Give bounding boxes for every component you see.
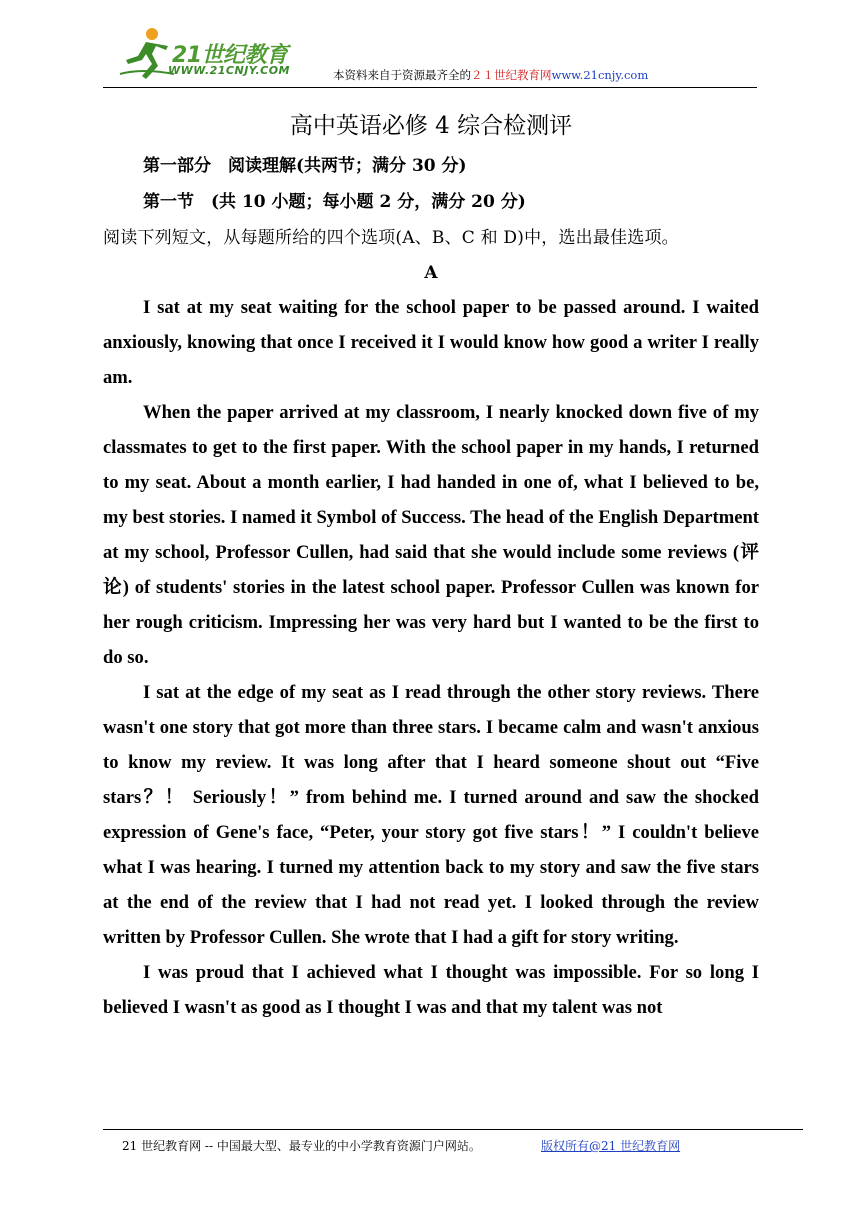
paragraph-1: I sat at my seat waiting for the school paper to be passed around. I waited anxiously, knowing that once I received it I would know how good a writer I really am. [103, 297, 759, 388]
header-note-site[interactable]: ２１世纪教育网 [471, 68, 552, 82]
section-heading: 第一节 (共 10 小题；每小题 2 分，满分 20 分) [143, 192, 526, 212]
header-divider [103, 87, 757, 88]
instructions: 阅读下列短文，从每题所给的四个选项(A、B、C 和 D)中，选出最佳选项。 [103, 228, 679, 248]
page-title: 高中英语必修 4 综合检测评 [289, 113, 573, 139]
footer-divider [103, 1129, 803, 1130]
header-note-prefix: 本资料来自于资源最齐全的 [333, 68, 471, 82]
passage-label: A [424, 263, 438, 283]
document-body [103, 96, 759, 1025]
logo-url: WWW.21CNJY.COM [168, 64, 290, 77]
page-header [0, 0, 860, 90]
footer-copyright-link[interactable]: 版权所有@21 世纪教育网 [541, 1139, 681, 1153]
paragraph-4: I was proud that I achieved what I thought was impossible. For so long I believed I wasn't as good as I thought I was and that my talent was not [103, 962, 759, 1018]
header-note-url[interactable]: www.21cnjy.com [551, 68, 649, 82]
paragraph-3: I sat at the edge of my seat as I read through the other story reviews. There wasn't one story that got more than three stars. I became calm and wasn't anxious to know my review. It was long after that I heard someone shout out “Five stars？！ Seriously！” from behind me. I turned around and saw the shocked expression of Gene's face, “Peter, your story got five stars！” I couldn't believe what I was hearing. I turned my attention back to my story and saw the five stars at the end of the review that I had not read yet. I looked through the review written by Professor Cullen. She wrote that I had a gift for story writing. [103, 682, 759, 948]
site-logo[interactable] [112, 24, 312, 84]
part-heading: 第一部分 阅读理解(共两节；满分 30 分) [143, 156, 467, 176]
header-note [333, 67, 648, 83]
footer-text: 21 世纪教育网 -- 中国最大型、最专业的中小学教育资源门户网站。 [122, 1139, 481, 1153]
paragraph-2: When the paper arrived at my classroom, I nearly knocked down five of my classmates to get to the first paper. With the school paper in my hands, I returned to my seat. About a month earlier, I had handed in one of, what I believed to be, my best stories. I named it Symbol of Success. The head of the English Department at my school, Professor Cullen, had said that she would include some reviews (评论) of students' stories in the latest school paper. Professor Cullen was known for her rough criticism. Impressing her was very hard but I wanted to be the first to do so. [103, 402, 759, 668]
logo-text: 21世纪教育 [172, 43, 288, 68]
